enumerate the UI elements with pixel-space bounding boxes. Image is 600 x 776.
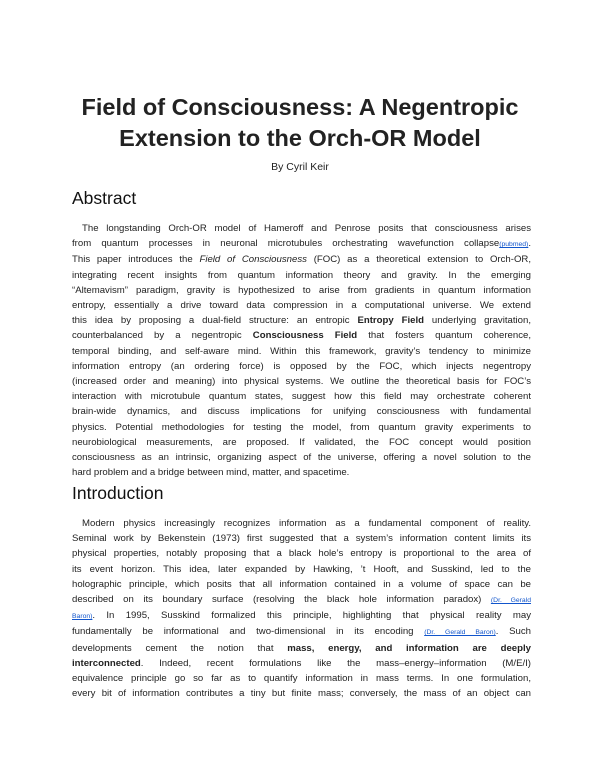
text-line: holographic principle, which posits that all information contained in a volume of space can be bbox=[72, 578, 531, 590]
text-line: Modern physics increasingly recognizes information as a fundamental component of reality. bbox=[82, 518, 531, 529]
text-line: counterbalanced by a negentropic Consciousness Field that fosters quantum coherence, bbox=[72, 330, 531, 342]
text-line: interconnected. Indeed, recent formulations like the mass–energy–information (M/E/I) bbox=[72, 657, 531, 669]
abstract-paragraph bbox=[72, 221, 531, 480]
author-byline: By Cyril Keir bbox=[271, 161, 329, 173]
text-line: physics. Potential methodologies for testing the model, from quantum gravity experiments to bbox=[72, 421, 531, 433]
citation-link[interactable]: (Dr. Gerald Baron) bbox=[424, 629, 496, 637]
text-line: developments cement the notion that mass, energy, and information are deeply bbox=[72, 642, 531, 654]
text-line: every bit of information contributes a tiny but finite mass; conversely, the mass of an object can bbox=[72, 688, 531, 700]
text-line: described on its boundary surface (resolving the black hole information paradox) (Dr. Gerald bbox=[72, 594, 531, 606]
citation-link[interactable]: Baron) bbox=[72, 613, 93, 621]
text-line: fundamentally be informational and two-dimensional in its encoding (Dr. Gerald Baron). Such bbox=[72, 626, 531, 638]
text-line: (increased order and meaning) into physical systems. We outline the theoretical basis for FOC’s bbox=[72, 376, 531, 388]
text-line: The longstanding Orch-OR model of Hameroff and Penrose posits that consciousness arises bbox=[82, 223, 531, 234]
text-line: from quantum processes in neuronal microtubules orchestrating wavefunction collapse(pubmed). bbox=[72, 238, 531, 250]
text-line: entropy, essentially a drive toward data compression in a computational universe. We extend bbox=[72, 300, 531, 312]
text-line: neurobiological measurements, are proposed. If validated, the FOC concept would position bbox=[72, 436, 531, 448]
text-line: information entropy (an ordering force) is opposed by the FOC, which injects negentropy bbox=[72, 360, 531, 372]
text-line: “Altemavism” paradigm, gravity is hypothesized to arise from gradients in quantum information bbox=[72, 284, 531, 296]
text-line: temporal binding, and self-aware mind. Within this framework, gravity’s tendency to minimize bbox=[72, 345, 531, 357]
pubmed-link[interactable]: (pubmed) bbox=[499, 241, 529, 249]
text-line: This paper introduces the Field of Consciousness (FOC) as a theoretical extension to Orch-OR, bbox=[72, 254, 531, 266]
text-line: physical properties, notably proposing that a black hole’s entropy is proportional to the area of bbox=[72, 548, 531, 560]
text-line: equivalence principle go so far as to quantify information in mass terms. In one formulation, bbox=[72, 673, 531, 685]
text-line: brain-wide dynamics, and discuss implications for unifying consciousness with fundamental bbox=[72, 406, 531, 418]
paper-title bbox=[40, 92, 560, 154]
text-line: Seminal work by Bekenstein (1973) first suggested that a system’s information content limits its bbox=[72, 533, 531, 545]
citation-link[interactable]: (Dr. Gerald bbox=[490, 597, 531, 605]
title-line: Field of Consciousness: A Negentropic bbox=[81, 94, 519, 120]
introduction-heading: Introduction bbox=[72, 483, 164, 503]
text-line: consciousness as an intrinsic, organizing aspect of the universe, offering a novel solution to the bbox=[72, 452, 531, 464]
title-line: Extension to the Orch-OR Model bbox=[119, 125, 481, 151]
text-line: its event horizon. This idea, later expanded by Hawking, ’t Hooft, and Susskind, led to the bbox=[72, 563, 531, 575]
introduction-paragraph bbox=[72, 516, 531, 701]
text-line: this idea by proposing a dual-field structure: an entropic Entropy Field underlying gravitation, bbox=[72, 315, 531, 327]
text-line: Baron). In 1995, Susskind formalized this principle, highlighting that physical reality may bbox=[72, 610, 531, 622]
text-line: hard problem and a bridge between mind, matter, and spacetime. bbox=[72, 467, 350, 479]
text-line: integrating recent insights from quantum information theory and gravity. In the emerging bbox=[72, 269, 531, 281]
abstract-heading: Abstract bbox=[72, 188, 137, 208]
text-line: interaction with microtubule quantum states, suggest how this field may orchestrate coherent bbox=[72, 391, 531, 403]
